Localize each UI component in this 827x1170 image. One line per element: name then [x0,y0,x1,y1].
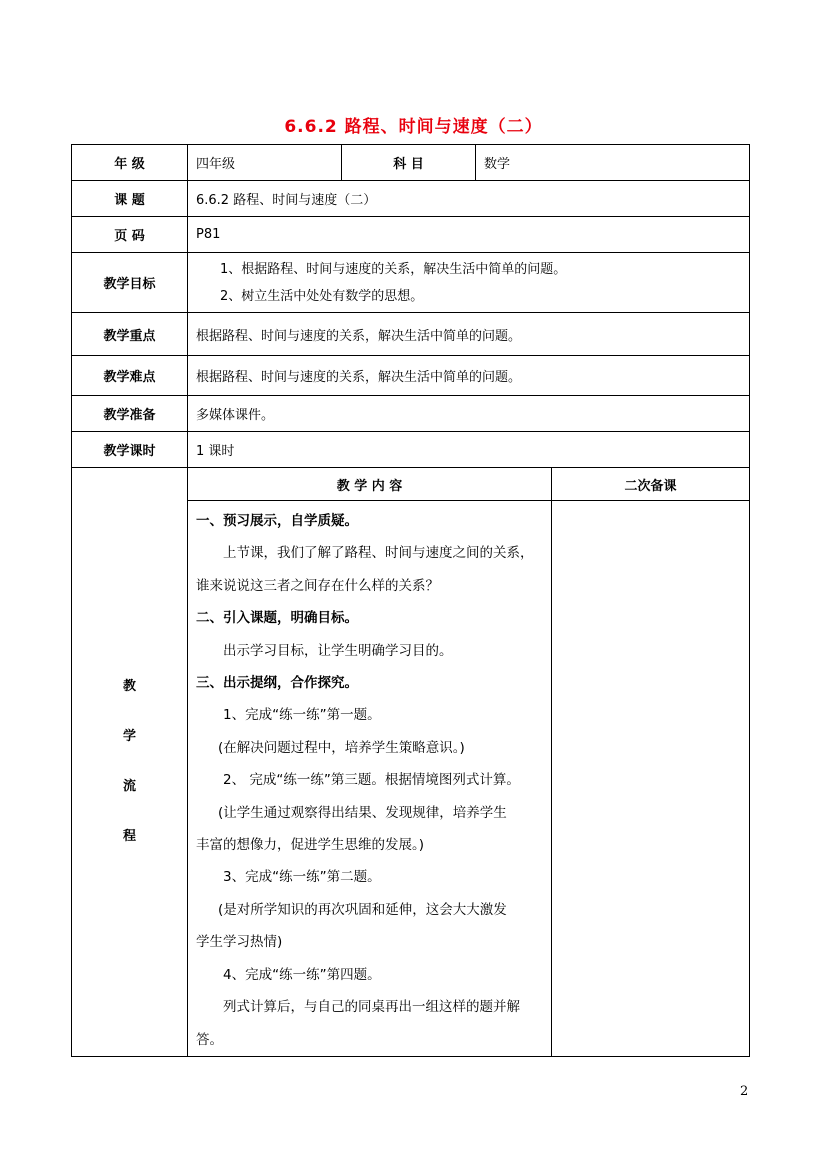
subject-value: 数学 [476,145,750,181]
lesson-plan-table [71,144,750,1057]
flow-side-char: 流 [122,778,136,794]
content-line: 学生学习热情) [196,934,283,951]
content-line: 2、 完成“练一练”第三题。根据情境图列式计算。 [223,772,520,789]
hours-row [72,432,750,468]
flow-side-char: 程 [122,828,136,844]
content-line: 3、完成“练一练”第二题。 [223,869,381,886]
content-line: 答。 [196,1031,223,1048]
flow-header-row [72,468,750,501]
objective-item: 1、根据路程、时间与速度的关系，解决生活中简单的问题。 [220,261,567,277]
topic-label: 课 题 [72,181,188,217]
section-heading: 一、预习展示，自学质疑。 [196,513,358,529]
page-row [72,217,750,253]
objective-item: 2、树立生活中处处有数学的思想。 [220,288,424,304]
content-line: (在解决问题过程中，培养学生策略意识。) [218,739,465,756]
content-line: 谁来说说这三者之间存在什么样的关系？ [196,577,439,594]
flow-side-label [72,468,188,1057]
topic-row [72,181,750,217]
key-value: 根据路程、时间与速度的关系，解决生活中简单的问题。 [188,313,750,356]
section-heading: 三、出示提纲，合作探究。 [196,675,358,692]
content-line: 1、完成“练一练”第一题。 [223,707,381,724]
content-header: 教 学 内 容 [188,468,552,501]
content-line: 上节课，我们了解了路程、时间与速度之间的关系， [223,545,534,562]
prep-label: 教学准备 [72,396,188,432]
objectives-row [72,253,750,313]
difficulty-label: 教学难点 [72,356,188,396]
second-prep-header: 二次备课 [552,468,750,501]
objectives-label: 教学目标 [72,253,188,313]
prep-row [72,396,750,432]
subject-label: 科 目 [342,145,476,181]
hours-label: 教学课时 [72,432,188,468]
content-line: 4、完成“练一练”第四题。 [223,966,381,983]
content-line: 丰富的想像力，促进学生思维的发展。) [196,837,425,854]
document-title: 6.6.2 路程、时间与速度（二） [284,117,543,137]
hours-value: 1 课时 [188,432,750,468]
content-line: (让学生通过观察得出结果、发现规律，培养学生 [218,804,507,821]
page-label: 页 码 [72,217,188,253]
grade-value: 四年级 [188,145,342,181]
grade-label: 年 级 [72,145,188,181]
content-line: (是对所学知识的再次巩固和延伸，这会大大激发 [218,901,507,918]
difficulty-value: 根据路程、时间与速度的关系，解决生活中简单的问题。 [188,356,750,396]
topic-value: 6.6.2 路程、时间与速度（二） [188,181,750,217]
flow-side-char: 教 [122,678,136,694]
key-row [72,313,750,356]
teaching-content [188,501,552,1057]
second-prep-cell [552,501,750,1057]
content-line: 列式计算后，与自己的同桌再出一组这样的题并解 [223,999,520,1016]
page-number: 2 [740,1084,749,1099]
key-label: 教学重点 [72,313,188,356]
prep-value: 多媒体课件。 [188,396,750,432]
section-heading: 二、引入课题，明确目标。 [196,610,358,627]
objectives-cell [188,253,750,313]
flow-side-char: 学 [122,728,136,744]
content-line: 出示学习目标，让学生明确学习目的。 [223,642,453,659]
difficulty-row [72,356,750,396]
page-value: P81 [188,217,750,253]
grade-row [72,145,750,181]
